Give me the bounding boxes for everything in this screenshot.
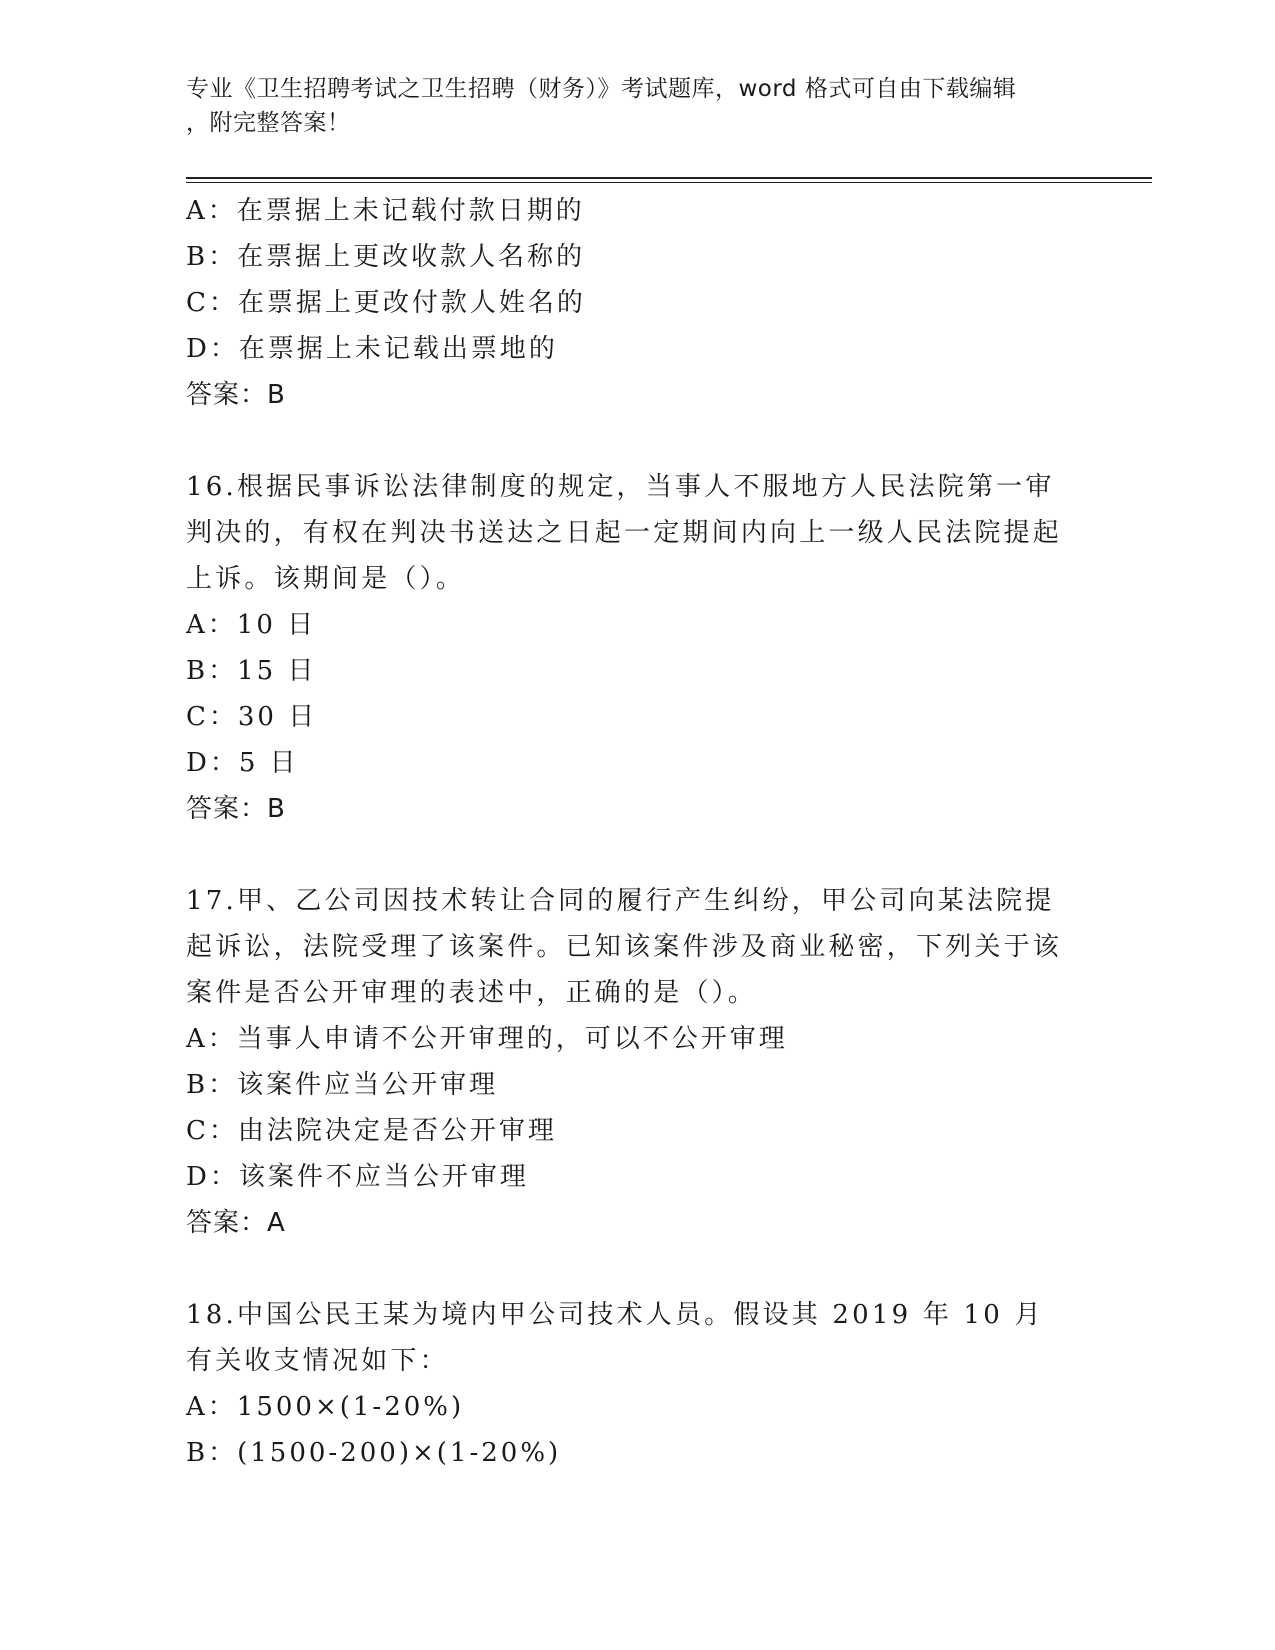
spacer bbox=[186, 418, 1086, 464]
spacer bbox=[186, 1246, 1086, 1292]
header-title-line-continued: ，附完整答案！ bbox=[186, 110, 351, 136]
option-b: B：(1500-200)×(1-20%) bbox=[186, 1438, 562, 1468]
option-d: D：该案件不应当公开审理 bbox=[186, 1162, 529, 1192]
spacer bbox=[186, 832, 1086, 878]
header-divider-thick bbox=[186, 177, 1152, 179]
option-b: B：该案件应当公开审理 bbox=[186, 1070, 499, 1100]
option-a: A：1500×(1-20%) bbox=[186, 1392, 465, 1422]
question-stem: 18.中国公民王某为境内甲公司技术人员。假设其 2019 年 10 月有关收支情况如下： bbox=[186, 1300, 1044, 1376]
question-17 bbox=[186, 878, 1086, 1246]
question-18 bbox=[186, 1292, 1086, 1476]
option-c: C：由法院决定是否公开审理 bbox=[186, 1116, 557, 1146]
question-16 bbox=[186, 464, 1086, 832]
option-c: C：在票据上更改付款人姓名的 bbox=[186, 288, 586, 318]
option-d: D：在票据上未记载出票地的 bbox=[186, 334, 558, 364]
answer-line: 答案：B bbox=[186, 380, 286, 410]
option-b: B：在票据上更改收款人名称的 bbox=[186, 242, 586, 272]
header-divider-thin bbox=[186, 182, 1152, 183]
question-stem: 17.甲、乙公司因技术转让合同的履行产生纠纷，甲公司向某法院提起诉讼，法院受理了该案件。已知该案件涉及商业秘密，下列关于该案件是否公开审理的表述中，正确的是（）。 bbox=[186, 886, 1063, 1008]
option-a: A：10 日 bbox=[186, 610, 317, 640]
answer-line: 答案：B bbox=[186, 794, 286, 824]
option-d: D：5 日 bbox=[186, 748, 299, 778]
option-c: C：30 日 bbox=[186, 702, 318, 732]
question-list bbox=[186, 188, 1086, 1476]
question-stem: 16.根据民事诉讼法律制度的规定，当事人不服地方人民法院第一审判决的，有权在判决书送达之日起一定期间内向上一级人民法院提起上诉。该期间是（）。 bbox=[186, 472, 1063, 594]
option-b: B：15 日 bbox=[186, 656, 317, 686]
header-title-line: 专业《卫生招聘考试之卫生招聘（财务）》考试题库，word 格式可自由下载编辑 bbox=[186, 76, 1017, 102]
option-a: A：在票据上未记载付款日期的 bbox=[186, 196, 585, 226]
option-a: A：当事人申请不公开审理的，可以不公开审理 bbox=[186, 1024, 788, 1054]
answer-line: 答案：A bbox=[186, 1208, 286, 1238]
document-header bbox=[186, 72, 1086, 140]
question-15 bbox=[186, 188, 1086, 418]
